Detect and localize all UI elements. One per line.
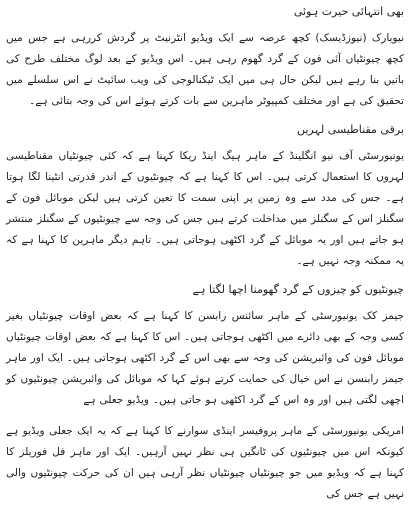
- paragraph-spacer: [6, 411, 404, 421]
- article-paragraph-3: جیمز کک یونیورسٹی کے ماہر سائنس رابسن کا کہنا ہے کہ بعض اوقات چیونٹیاں بغیر کسی وجہ کے بھی دائرے میں اکٹھی ہوجاتی ہیں۔ اس کا کہنا ہے کہ بعض اوقات چیونٹیاں موبائل فون کی وائبریشن کی وجہ سے بھی اس کے گرد اکٹھی ہوجاتی ہیں۔ ایک اور ماہر جیمز رابنسن نے اس خیال کی حمایت کرتے ہوئے کہا کہ موبائل کی وائبریشن چیونٹیوں کو اچھی لگتی ہیں اور وہ اس کے گرد اکٹھی ہو جاتی ہیں۔ ویڈیو جعلی ہے: [6, 310, 404, 406]
- article-paragraph-2: یونیورسٹی آف نیو انگلینڈ کے ماہر ہیگ اینڈ ریکا کہنا ہے کہ کئی چیونٹیاں مقناطیسی لہروں کا استعمال کرتی ہیں۔ اس کا کہنا ہے کہ چیونٹیوں کے اندر قدرتی انٹینا لگا ہوتا ہے۔ جس کی مدد سے وہ زمین پر اپنی سمت کا تعین کرتی ہیں لیکن موبائل فون کے سگنلز اس کے سگنلز میں مداخلت کرتے ہیں جس کی وجہ سے چیونٹیوں کے سگنلز منتشر ہو جاتے ہیں اور یہ موبائل کے گرد اکٹھی ہوجاتی ہیں۔ تاہم دیگر ماہرین کا کہنا ہے کہ یہ ممکنہ وجہ نہیں ہے۔: [6, 150, 404, 267]
- article-paragraph-4: امریکی یونیورسٹی کے ماہر پروفیسر اینڈی سوارنے کا کہنا ہے کہ یہ ایک جعلی ویڈیو ہے کیونکہ اس میں چیونٹیوں کی ٹانگیں ہی نظر نہیں آرہیں۔ ایک اور ماہر فل فوریلز کا کہنا ہے کہ ویڈیو میں جو چیونٹیاں چیونٹیاں نظر آرہی ہیں ان کی حرکت چیونٹیوں والی نہیں ہے جس کی: [6, 425, 404, 500]
- article-paragraph-1: نیویارک (نیوزڈیسک) کچھ عرصہ سے ایک ویڈیو انٹرنیٹ پر گردش کررہی ہے جس میں کچھ چیونٹیاں آئی فون کے گرد گھوم رہی ہیں۔ اس ویڈیو کے بعد لوگ مختلف طرح کی باتیں بنا رہے ہیں لیکن حال ہی میں ایک ٹیکنالوجی کی ویب سائیٹ نے اس سلسلے میں تحقیق کی ہے اور مختلف کمپیوٹر ماہرین سے بات کرتے ہوئے اس کی وجہ بتائی ہے۔: [6, 32, 404, 107]
- article-heading-2: برقی مقناطیسی لہریں: [296, 123, 404, 136]
- article-heading-top: بھی انتہائی حیرت ہوئی: [293, 5, 404, 18]
- article-heading-3: چیونٹیوں کو چیزوں کے گرد گھومنا اچھا لگتا ہے: [192, 283, 404, 296]
